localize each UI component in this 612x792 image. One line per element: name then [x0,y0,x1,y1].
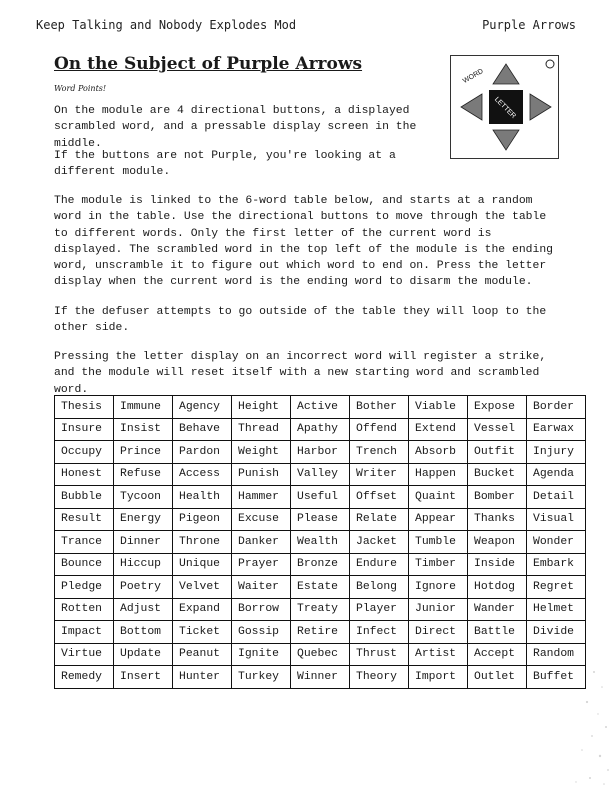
arrow-down-icon [493,130,519,150]
table-cell: Insist [114,418,173,441]
table-cell: Quebec [291,643,350,666]
table-row [55,553,586,576]
table-cell: Timber [409,553,468,576]
table-row [55,396,586,419]
table-cell: Retire [291,621,350,644]
table-cell: Regret [527,576,586,599]
table-cell: Active [291,396,350,419]
table-cell: Trance [55,531,114,554]
table-row [55,621,586,644]
table-cell: Impact [55,621,114,644]
table-cell: Outfit [468,441,527,464]
paragraph-instructions: The module is linked to the 6-word table below, and starts at a random word in the table. Use the directional buttons to move through the table to different words. Only the first letter of the current word is displayed. The scrambled word in the top left of the module is the ending word, unscramble it to figure out which word to end on. Press the letter display when the current word is the ending word to disarm the module. [54,195,553,289]
table-cell: Behave [173,418,232,441]
table-cell: Thanks [468,508,527,531]
page-title: On the Subject of Purple Arrows [54,54,363,74]
table-row [55,531,586,554]
table-row [55,441,586,464]
table-cell: Velvet [173,576,232,599]
table-cell: Remedy [55,666,114,689]
table-cell: Immune [114,396,173,419]
table-cell: Energy [114,508,173,531]
table-cell: Thread [232,418,291,441]
table-cell: Buffet [527,666,586,689]
table-cell: Earwax [527,418,586,441]
table-cell: Turkey [232,666,291,689]
table-cell: Weight [232,441,291,464]
word-label: WORD [461,67,485,86]
module-diagram [450,55,559,159]
table-cell: Relate [350,508,409,531]
table-cell: Useful [291,486,350,509]
table-cell: Result [55,508,114,531]
table-cell: Vessel [468,418,527,441]
table-cell: Weapon [468,531,527,554]
table-cell: Health [173,486,232,509]
table-cell: Wander [468,598,527,621]
table-cell: Detail [527,486,586,509]
table-cell: Poetry [114,576,173,599]
paragraph-strike: Pressing the letter display on an incorrect word will register a strike, and the module will reset itself with a new starting word and scrambled word. [54,351,547,396]
table-cell: Update [114,643,173,666]
table-cell: Bottom [114,621,173,644]
table-cell: Dinner [114,531,173,554]
table-cell: Hammer [232,486,291,509]
table-cell: Belong [350,576,409,599]
table-cell: Punish [232,463,291,486]
table-row [55,463,586,486]
page-subtitle: Word Points! [54,84,107,93]
table-cell: Absorb [409,441,468,464]
table-cell: Pardon [173,441,232,464]
table-cell: Viable [409,396,468,419]
table-cell: Peanut [173,643,232,666]
table-cell: Bubble [55,486,114,509]
table-cell: Bother [350,396,409,419]
table-cell: Refuse [114,463,173,486]
table-cell: Player [350,598,409,621]
paragraph-description: On the module are 4 directional buttons, a displayed scrambled word, and a pressable display screen in the middle. [54,105,417,150]
table-cell: Offend [350,418,409,441]
table-cell: Agenda [527,463,586,486]
table-row [55,643,586,666]
table-cell: Ticket [173,621,232,644]
table-cell: Apathy [291,418,350,441]
table-cell: Junior [409,598,468,621]
page-header [36,18,576,32]
table-cell: Inside [468,553,527,576]
table-row [55,666,586,689]
table-cell: Wonder [527,531,586,554]
table-row [55,576,586,599]
table-cell: Visual [527,508,586,531]
status-light-icon [546,60,554,68]
table-cell: Prayer [232,553,291,576]
table-cell: Happen [409,463,468,486]
table-cell: Hunter [173,666,232,689]
table-cell: Artist [409,643,468,666]
table-cell: Access [173,463,232,486]
table-cell: Excuse [232,508,291,531]
table-cell: Expose [468,396,527,419]
table-cell: Endure [350,553,409,576]
table-cell: Unique [173,553,232,576]
table-cell: Helmet [527,598,586,621]
table-cell: Wealth [291,531,350,554]
letter-label: LETTER [492,96,517,121]
table-cell: Appear [409,508,468,531]
header-left: Keep Talking and Nobody Explodes Mod [36,18,297,32]
table-cell: Infect [350,621,409,644]
table-cell: Danker [232,531,291,554]
table-cell: Hiccup [114,553,173,576]
table-row [55,486,586,509]
table-cell: Theory [350,666,409,689]
table-cell: Estate [291,576,350,599]
table-row [55,418,586,441]
table-cell: Tycoon [114,486,173,509]
table-cell: Adjust [114,598,173,621]
table-cell: Prince [114,441,173,464]
table-cell: Gossip [232,621,291,644]
table-cell: Insert [114,666,173,689]
table-cell: Bomber [468,486,527,509]
table-cell: Quaint [409,486,468,509]
word-table-body [55,396,586,689]
table-cell: Agency [173,396,232,419]
table-cell: Bronze [291,553,350,576]
table-cell: Winner [291,666,350,689]
table-cell: Pigeon [173,508,232,531]
table-cell: Ignite [232,643,291,666]
table-cell: Tumble [409,531,468,554]
table-cell: Honest [55,463,114,486]
table-cell: Injury [527,441,586,464]
table-cell: Embark [527,553,586,576]
table-cell: Direct [409,621,468,644]
table-cell: Outlet [468,666,527,689]
table-cell: Bounce [55,553,114,576]
table-cell: Virtue [55,643,114,666]
table-cell: Hotdog [468,576,527,599]
paragraph-color-note: If the buttons are not Purple, you're looking at a different module. [54,150,396,179]
table-row [55,598,586,621]
module-svg [451,56,560,160]
table-cell: Writer [350,463,409,486]
arrow-right-icon [530,94,551,120]
table-cell: Expand [173,598,232,621]
table-cell: Thrust [350,643,409,666]
arrow-left-icon [461,94,482,120]
table-cell: Waiter [232,576,291,599]
table-cell: Import [409,666,468,689]
table-cell: Jacket [350,531,409,554]
table-cell: Offset [350,486,409,509]
table-cell: Battle [468,621,527,644]
table-cell: Random [527,643,586,666]
table-cell: Ignore [409,576,468,599]
table-cell: Height [232,396,291,419]
table-cell: Throne [173,531,232,554]
arrow-up-icon [493,64,519,84]
table-cell: Harbor [291,441,350,464]
table-cell: Thesis [55,396,114,419]
table-cell: Trench [350,441,409,464]
table-cell: Valley [291,463,350,486]
table-cell: Pledge [55,576,114,599]
word-table [54,395,586,689]
table-cell: Bucket [468,463,527,486]
table-cell: Divide [527,621,586,644]
table-cell: Please [291,508,350,531]
table-cell: Insure [55,418,114,441]
header-right: Purple Arrows [482,18,576,32]
table-cell: Treaty [291,598,350,621]
table-cell: Border [527,396,586,419]
paragraph-looping: If the defuser attempts to go outside of the table they will loop to the other side. [54,306,547,335]
table-cell: Accept [468,643,527,666]
table-cell: Borrow [232,598,291,621]
table-row [55,508,586,531]
table-cell: Rotten [55,598,114,621]
table-cell: Occupy [55,441,114,464]
table-cell: Extend [409,418,468,441]
